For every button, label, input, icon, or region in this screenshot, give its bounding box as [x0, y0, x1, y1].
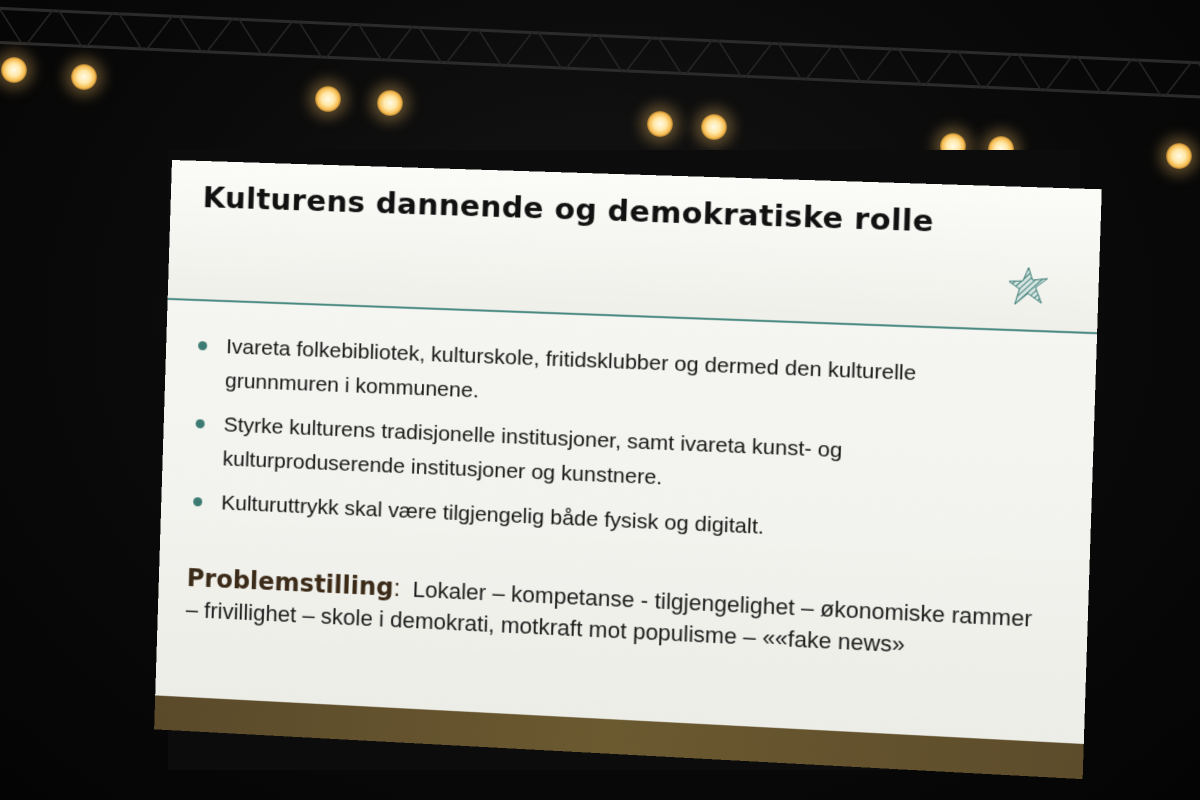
truss-strut: [1105, 58, 1134, 93]
truss-strut: [777, 42, 803, 79]
stage-light: [1, 57, 27, 83]
problem-text: Lokaler – kompetanse - tilgjengelighet – økonomiske rammer – frivillighet – skole i demokrati, motkraft mot populisme – ««fake news»: [185, 576, 1033, 658]
bullet-text: Kulturuttrykk skal være tilgjengelig både fysisk og digitalt.: [220, 491, 765, 539]
truss-strut: [0, 7, 23, 44]
stage-light: [315, 86, 341, 112]
bullet-list: [190, 329, 1042, 568]
truss-strut: [805, 45, 834, 80]
truss-strut: [57, 10, 83, 47]
truss-strut: [325, 23, 354, 58]
truss-strut: [1045, 56, 1074, 91]
problem-label: Problemstilling: [186, 563, 395, 602]
truss-strut: [685, 39, 714, 74]
truss-bottom-rail: [0, 40, 1200, 100]
truss-strut: [537, 31, 563, 68]
problem-colon: :: [393, 574, 401, 603]
truss-strut: [385, 26, 414, 61]
slide-header: [168, 160, 1102, 334]
bullet-text: Ivareta folkebibliotek, kulturskole, fritidsklubber og dermed den kulturelle grunnmuren i kommunene.: [224, 335, 917, 403]
bullet-text: Styrke kulturens tradisjonelle institusjoner, samt ivareta kunst- og kulturproduserende institusjoner og kunstnere.: [222, 413, 843, 490]
truss-strut: [445, 28, 474, 63]
truss-strut: [657, 37, 683, 74]
truss-strut: [26, 9, 55, 44]
truss-strut: [565, 34, 594, 69]
truss-strut: [1076, 56, 1102, 93]
truss-strut: [357, 23, 383, 60]
truss-strut: [1016, 53, 1042, 90]
truss-strut: [1196, 61, 1200, 98]
truss-strut: [505, 31, 534, 66]
truss-strut: [865, 47, 894, 82]
truss-strut: [717, 39, 743, 76]
stage-light: [377, 90, 403, 116]
truss-strut: [985, 53, 1014, 88]
truss-strut: [177, 15, 203, 52]
slide-title: Kulturens dannende og demokratiske rolle: [202, 180, 935, 239]
stage-light: [701, 114, 727, 140]
bullet-dot-icon: [198, 341, 207, 350]
truss-strut: [265, 20, 294, 55]
truss-strut: [297, 20, 323, 57]
truss-strut: [86, 12, 115, 47]
truss-strut: [956, 50, 982, 87]
problem-statement: [185, 563, 1032, 667]
truss-strut: [477, 29, 503, 66]
presentation-slide: [154, 160, 1102, 779]
truss-strut: [597, 34, 623, 71]
crosshatch-star-icon: [1006, 265, 1050, 308]
truss-strut: [206, 17, 235, 52]
truss-strut: [237, 18, 263, 55]
truss-strut: [417, 26, 443, 63]
truss-strut: [1165, 61, 1194, 96]
lighting-truss: [0, 6, 1200, 133]
bullet-dot-icon: [196, 419, 205, 428]
truss-strut: [745, 42, 774, 77]
stage-light: [647, 111, 673, 137]
truss-strut: [925, 50, 954, 85]
truss-strut: [146, 15, 175, 50]
truss-strut: [837, 45, 863, 82]
truss-strut: [896, 48, 922, 85]
truss-strut: [117, 12, 143, 49]
bullet-dot-icon: [193, 497, 202, 506]
stage-light: [71, 64, 97, 90]
stage-light: [1166, 143, 1192, 169]
truss-strut: [625, 37, 654, 72]
truss-strut: [1136, 59, 1162, 96]
